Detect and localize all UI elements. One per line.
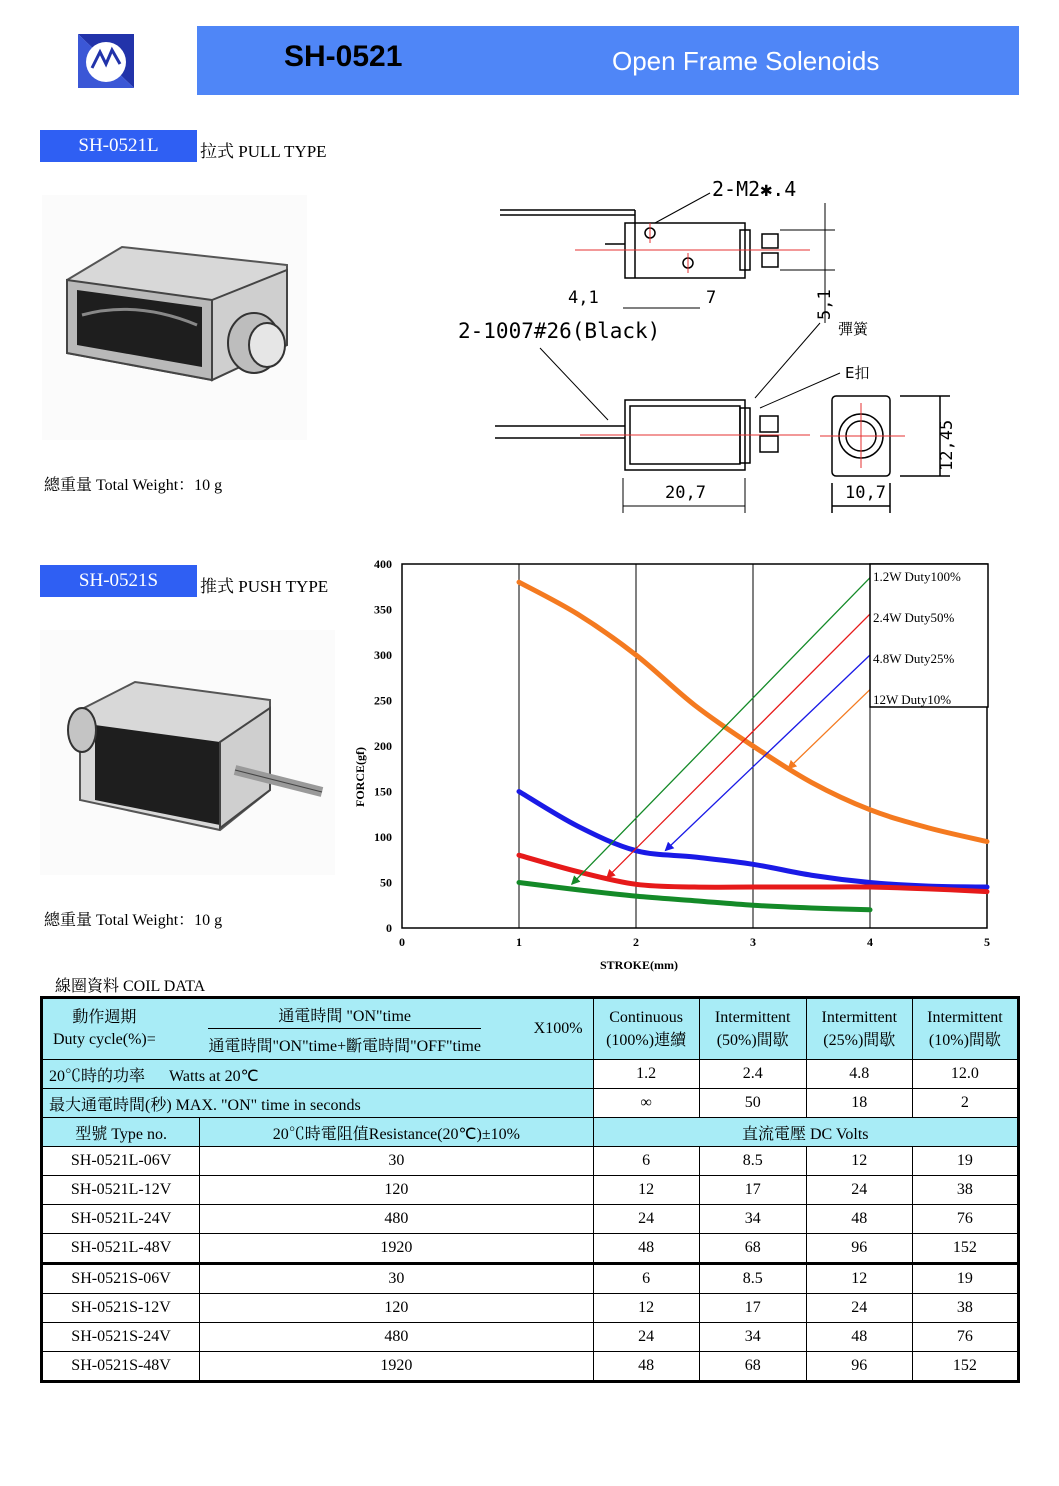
voltage: 96 <box>806 1234 912 1264</box>
voltage: 24 <box>593 1205 699 1234</box>
duty-cycle-formula <box>42 998 594 1060</box>
pull-solenoid-photo <box>42 195 307 440</box>
watts-value: 1.2 <box>593 1060 699 1089</box>
table-row <box>42 1205 1019 1234</box>
voltage: 17 <box>699 1176 806 1205</box>
pull-model-tag: SH-0521L <box>40 130 197 162</box>
voltage: 76 <box>912 1205 1018 1234</box>
legend-entry: 4.8W Duty25% <box>873 651 955 666</box>
type-no: SH-0521S-24V <box>42 1323 200 1352</box>
type-no: SH-0521L-48V <box>42 1234 200 1264</box>
table-row <box>42 1234 1019 1264</box>
table-row <box>42 1352 1019 1382</box>
y-tick-label: 300 <box>374 648 392 662</box>
voltage: 12 <box>593 1176 699 1205</box>
push-solenoid-photo <box>40 630 335 875</box>
duty-label-en: Duty cycle(%)= <box>53 1031 156 1048</box>
table-row <box>42 1176 1019 1205</box>
voltage: 68 <box>699 1352 806 1382</box>
voltage: 24 <box>806 1176 912 1205</box>
max-on-time-label: 最大通電時間(秒) MAX. "ON" time in seconds <box>42 1089 594 1118</box>
resistance: 30 <box>200 1147 593 1176</box>
type-no: SH-0521L-06V <box>42 1147 200 1176</box>
table-row <box>42 1294 1019 1323</box>
max-on-value: 18 <box>806 1089 912 1118</box>
legend-entry: 12W Duty10% <box>873 692 952 707</box>
dim-10-7: 10,7 <box>845 483 886 503</box>
voltage: 8.5 <box>699 1264 806 1294</box>
dim-5-1: 5,1 <box>815 289 835 320</box>
force-stroke-chart <box>340 552 1005 977</box>
col-header-3: Intermittent (10%)間歇 <box>912 998 1018 1060</box>
x-tick-label: 4 <box>867 935 873 949</box>
y-axis-label: FORCE(gf) <box>353 747 367 807</box>
max-on-value: 50 <box>699 1089 806 1118</box>
y-tick-label: 150 <box>374 784 392 799</box>
voltage: 152 <box>912 1352 1018 1382</box>
voltage: 19 <box>912 1264 1018 1294</box>
push-weight: 總重量 Total Weight：10 g <box>44 912 223 929</box>
push-model-tag: SH-0521S <box>40 565 197 597</box>
model-title: SH-0521 <box>284 40 403 73</box>
voltage: 152 <box>912 1234 1018 1264</box>
type-no: SH-0521S-12V <box>42 1294 200 1323</box>
y-tick-label: 400 <box>374 557 392 571</box>
max-on-value: ∞ <box>593 1089 699 1118</box>
watts-value: 12.0 <box>912 1060 1018 1089</box>
voltage: 12 <box>806 1147 912 1176</box>
dim-7: 7 <box>706 288 717 308</box>
watts-value: 4.8 <box>806 1060 912 1089</box>
coil-data-title: 線圈資料 COIL DATA <box>55 978 206 995</box>
watts-label: 20℃時的功率 Watts at 20℃ <box>42 1060 594 1089</box>
voltage: 19 <box>912 1147 1018 1176</box>
watts-value: 2.4 <box>699 1060 806 1089</box>
voltage: 6 <box>593 1147 699 1176</box>
resistance-header: 20℃時電阻值Resistance(20℃)±10% <box>200 1118 593 1147</box>
x-tick-label: 1 <box>516 935 522 949</box>
voltage: 8.5 <box>699 1147 806 1176</box>
voltage: 34 <box>699 1205 806 1234</box>
voltage: 38 <box>912 1294 1018 1323</box>
voltage: 24 <box>806 1294 912 1323</box>
legend-entry: 2.4W Duty50% <box>873 610 955 625</box>
e-clip-label: E扣 <box>845 364 870 382</box>
header-banner <box>197 26 1019 95</box>
max-on-value: 2 <box>912 1089 1018 1118</box>
resistance: 120 <box>200 1294 593 1323</box>
col-header-1: Intermittent (50%)間歇 <box>699 998 806 1060</box>
spring-label: 彈簧 <box>838 320 869 338</box>
dim-4-1: 4,1 <box>568 288 599 308</box>
y-tick-label: 200 <box>374 739 392 753</box>
x-axis-label: STROKE(mm) <box>600 958 678 972</box>
voltage: 6 <box>593 1264 699 1294</box>
formula-numerator: 通電時間 "ON"time <box>208 1003 481 1029</box>
dc-volts-header: 直流電壓 DC Volts <box>593 1118 1018 1147</box>
voltage: 38 <box>912 1176 1018 1205</box>
voltage: 48 <box>806 1323 912 1352</box>
screw-spec: 2-M2✱.4 <box>712 177 797 201</box>
y-tick-label: 350 <box>374 602 392 617</box>
table-row <box>42 1264 1019 1294</box>
col-header-2: Intermittent (25%)間歇 <box>806 998 912 1060</box>
resistance: 480 <box>200 1205 593 1234</box>
y-tick-label: 0 <box>386 921 392 935</box>
voltage: 76 <box>912 1323 1018 1352</box>
voltage: 68 <box>699 1234 806 1264</box>
type-no: SH-0521L-12V <box>42 1176 200 1205</box>
y-tick-label: 100 <box>374 830 392 844</box>
dim-20-7: 20,7 <box>665 483 706 503</box>
voltage: 48 <box>593 1234 699 1264</box>
voltage: 17 <box>699 1294 806 1323</box>
x-tick-label: 3 <box>750 935 756 949</box>
type-no: SH-0521S-48V <box>42 1352 200 1382</box>
table-row <box>42 1323 1019 1352</box>
formula-denominator: 通電時間"ON"time+斷電時間"OFF"time <box>208 1037 481 1055</box>
product-title: Open Frame Solenoids <box>612 46 880 76</box>
resistance: 30 <box>200 1264 593 1294</box>
voltage: 34 <box>699 1323 806 1352</box>
resistance: 120 <box>200 1176 593 1205</box>
resistance: 1920 <box>200 1234 593 1264</box>
pull-type-label: 拉式 PULL TYPE <box>200 142 327 161</box>
legend-box <box>870 564 988 707</box>
voltage: 48 <box>593 1352 699 1382</box>
x-tick-label: 0 <box>399 935 405 949</box>
wire-spec: 2-1007#26(Black) <box>458 319 661 343</box>
company-logo <box>74 28 138 92</box>
x-tick-label: 5 <box>984 935 990 949</box>
y-tick-label: 50 <box>380 875 392 890</box>
resistance: 1920 <box>200 1352 593 1382</box>
type-no: SH-0521S-06V <box>42 1264 200 1294</box>
coil-data-table <box>40 996 1020 1383</box>
type-header: 型號 Type no. <box>42 1118 200 1147</box>
duty-label: 動作週期 <box>72 1009 137 1026</box>
voltage: 48 <box>806 1205 912 1234</box>
voltage: 24 <box>593 1323 699 1352</box>
dimension-drawing <box>440 168 1020 518</box>
type-no: SH-0521L-24V <box>42 1205 200 1234</box>
x-tick-label: 2 <box>633 935 639 949</box>
y-tick-label: 250 <box>374 693 392 708</box>
legend-entry: 1.2W Duty100% <box>873 569 961 584</box>
col-header-0: Continuous (100%)連續 <box>593 998 699 1060</box>
table-row <box>42 1147 1019 1176</box>
voltage: 12 <box>593 1294 699 1323</box>
resistance: 480 <box>200 1323 593 1352</box>
push-type-label: 推式 PUSH TYPE <box>200 577 329 596</box>
voltage: 96 <box>806 1352 912 1382</box>
voltage: 12 <box>806 1264 912 1294</box>
formula-x100: X100% <box>533 1020 583 1037</box>
dim-12-45: 12,45 <box>937 419 957 471</box>
pull-weight: 總重量 Total Weight：10 g <box>44 477 223 494</box>
